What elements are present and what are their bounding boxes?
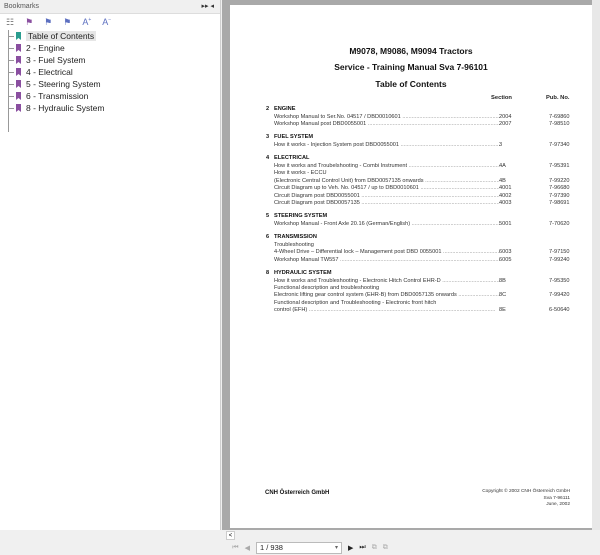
pub-column-header: Pub. No. [546, 95, 570, 101]
entry-pub-no: 7-97340 [549, 141, 570, 148]
entry-title: control (EFH) ..... [274, 307, 500, 314]
toc-group-header [266, 155, 576, 163]
bookmark-icon [16, 44, 21, 52]
bookmark-label: 4 - Electrical [26, 67, 73, 77]
document-viewer [222, 0, 600, 530]
next-view-icon[interactable]: ⧉ [382, 544, 388, 551]
toc-entry[interactable] [266, 142, 576, 149]
last-page-button[interactable]: ⏭ [359, 544, 366, 551]
find-bookmark-icon[interactable]: ⚑ [63, 16, 72, 27]
group-number: 8 [266, 270, 270, 277]
toc-entry[interactable] [266, 242, 576, 249]
entry-title: How it works - ECCU [274, 170, 327, 177]
vertical-scrollbar[interactable] [592, 0, 600, 530]
document-title: M9078, M9086, M9094 Tractors [349, 46, 473, 56]
entry-pub-no: 7-96680 [549, 185, 570, 192]
bookmark-label: 6 - Transmission [26, 91, 89, 101]
toc-entry[interactable] [266, 278, 576, 285]
toc-entry[interactable] [266, 292, 576, 299]
toc-entry[interactable] [266, 163, 576, 170]
entry-pub-no: 7-70620 [549, 220, 570, 227]
add-bookmark-icon[interactable]: ⚑ [25, 16, 34, 27]
toc-entry[interactable] [266, 178, 576, 185]
entry-title: Circuit Diagram post DBD0057135 ..... [274, 200, 500, 207]
entry-section: 4B [499, 177, 506, 184]
page-navigation [0, 541, 600, 555]
entry-title: Troubleshooting [274, 241, 314, 248]
entry-pub-no: 7-95391 [549, 162, 570, 169]
entry-title: How it works - Injection System post DBD0055001 ..... [274, 142, 500, 149]
entry-title: Circuit Diagram post DBD0055001 ..... [274, 193, 500, 200]
entry-title: How it works and Troubelshooting - Combi Instrument ..... [274, 163, 500, 170]
entry-section: 2004 [499, 113, 512, 120]
group-number: 2 [266, 106, 270, 112]
bookmark-item[interactable] [8, 90, 220, 102]
bookmark-icon [16, 32, 21, 40]
bookmark-tree [0, 30, 220, 114]
toc-group [266, 213, 576, 228]
section-column-header: Section [491, 95, 512, 101]
entry-section: 4001 [499, 185, 512, 192]
horizontal-scrollbar[interactable] [0, 530, 600, 541]
entry-title: Workshop Manual - Front Axle 20.16 (German/English) ..... [274, 221, 500, 228]
entry-title: (Electronic Central Control Unit) from DBD0057135 onwards ..... [274, 178, 500, 185]
entry-section: 8E [499, 307, 506, 314]
toc-group [266, 106, 576, 128]
bookmark-label: 2 - Engine [26, 43, 65, 53]
previous-view-icon[interactable]: ⧉ [371, 544, 377, 551]
expand-bookmark-icon[interactable]: ⚑ [44, 16, 53, 27]
toc-list [266, 106, 576, 321]
entry-pub-no: 7-95350 [549, 277, 570, 284]
entry-section: 6005 [499, 256, 512, 263]
group-title: STEERING SYSTEM [274, 213, 328, 220]
bookmark-item[interactable] [8, 66, 220, 78]
entry-pub-no: 7-97150 [549, 249, 570, 256]
bookmark-item[interactable] [8, 30, 220, 42]
doc-date: June, 2002 [546, 502, 570, 507]
entry-title: How it works and Troubleshooting - Electronic Hitch Control EHR-D ..... [274, 278, 500, 285]
entry-pub-no: 7-98510 [549, 120, 570, 127]
toc-entry[interactable] [266, 170, 576, 177]
font-increase-icon[interactable]: A+ [82, 17, 92, 27]
toc-entry[interactable] [266, 300, 576, 307]
bookmark-item[interactable] [8, 102, 220, 114]
footer-copyright [482, 489, 570, 509]
bookmarks-title: Bookmarks [4, 3, 40, 10]
group-title: HYDRAULIC SYSTEM [274, 270, 332, 277]
toc-entry[interactable] [266, 307, 576, 314]
bookmark-icon [16, 68, 21, 76]
font-decrease-icon[interactable]: A− [102, 17, 112, 27]
entry-pub-no: 7-69860 [549, 113, 570, 120]
toc-entry[interactable] [266, 114, 576, 121]
copyright-line: Copyright © 2002 CNH Österreich GmbH [482, 489, 570, 494]
bookmark-icon [16, 104, 21, 112]
entry-section: 4002 [499, 192, 512, 199]
collapse-panel-button[interactable]: ▸▸ ◂ [201, 3, 214, 10]
bookmark-label: 3 - Fuel System [26, 55, 86, 65]
toc-group [266, 234, 576, 264]
doc-number: Sva 7-96111 [543, 495, 570, 501]
bookmark-item[interactable] [8, 78, 220, 90]
entry-title: Circuit Diagram up to Veh. No. 04517 / up to DBD0010601 ..... [274, 185, 500, 192]
toc-entry[interactable] [266, 285, 576, 292]
toc-entry[interactable] [266, 121, 576, 128]
toc-group-header [266, 134, 576, 142]
toc-group [266, 134, 576, 149]
scroll-left-button[interactable]: < [226, 531, 235, 540]
entry-section: 8B [499, 277, 506, 284]
entry-title: Electronic lifting gear control system (EHR-B) from DBD0057135 onwards ..... [274, 292, 500, 299]
toc-entry[interactable] [266, 193, 576, 200]
entry-pub-no: 7-99420 [549, 292, 570, 299]
entry-section: 8C [499, 292, 507, 299]
entry-pub-no: 7-99220 [549, 177, 570, 184]
bookmarks-panel [0, 0, 221, 540]
entry-pub-no: 7-99240 [549, 256, 570, 263]
footer-company: CNH Österreich GmbH [265, 490, 330, 496]
entry-pub-no: 7-97390 [549, 192, 570, 199]
next-page-button[interactable]: ▶ [348, 545, 354, 552]
bookmarks-header [0, 0, 220, 14]
toc-entry[interactable] [266, 257, 576, 264]
first-page-button[interactable]: ⏮ [232, 544, 239, 551]
entry-section: 2007 [499, 120, 512, 127]
group-number: 3 [266, 134, 270, 141]
entry-title: Functional description and troubleshooting [274, 285, 380, 292]
toc-entry[interactable] [266, 185, 576, 192]
bookmark-label: 5 - Steering System [26, 79, 101, 89]
document-subtitle: Service - Training Manual Sva 7-96101 [334, 62, 488, 72]
toc-group-header [266, 234, 576, 242]
group-number: 4 [266, 155, 270, 162]
pdf-page [230, 5, 592, 528]
toc-group [266, 155, 576, 207]
bookmark-icon [16, 56, 21, 64]
group-title: ENGINE [274, 106, 296, 112]
toc-entry[interactable] [266, 221, 576, 228]
entry-pub-no: 6-50640 [549, 307, 570, 314]
entry-pub-no: 7-98691 [549, 199, 570, 206]
toc-group-header [266, 106, 576, 114]
entry-title: 4-Wheel Drive – Differential lock – Management post DBD 0055001 ..... [274, 249, 500, 256]
toc-entry[interactable] [266, 200, 576, 207]
group-number: 6 [266, 234, 270, 241]
bookmark-item[interactable] [8, 42, 220, 54]
bookmark-icon [16, 80, 21, 88]
entry-section: 6003 [499, 249, 512, 256]
entry-section: 4A [499, 162, 506, 169]
entry-title: Workshop Manual TW557 ..... [274, 257, 500, 264]
page-number-input[interactable]: 1 / 938 ▾ [256, 542, 342, 554]
toc-group-header [266, 213, 576, 221]
entry-title: Workshop Manual post DBD0055001 ..... [274, 121, 500, 128]
entry-section: 3 [499, 141, 503, 148]
toc-title: Table of Contents [375, 79, 447, 89]
previous-page-button[interactable]: ◀ [244, 545, 250, 552]
bookmark-label: 8 - Hydraulic System [26, 103, 105, 113]
group-number: 5 [266, 213, 270, 220]
toc-group-header [266, 270, 576, 278]
group-title: FUEL SYSTEM [274, 134, 314, 141]
entry-title: Workshop Manual to Ser.No. 04517 / DBD0010601 ..... [274, 114, 500, 121]
bookmarks-toolbar [0, 14, 220, 30]
entry-title: Functional description and Troubleshooting - Electronic front hitch [274, 299, 437, 306]
options-icon[interactable]: ☷ [6, 16, 15, 27]
bookmark-label: Table of Contents [28, 31, 95, 41]
entry-section: 5001 [499, 220, 512, 227]
bookmark-item[interactable] [8, 54, 220, 66]
group-title: TRANSMISSION [274, 234, 317, 241]
toc-group [266, 270, 576, 315]
entry-section: 4003 [499, 199, 512, 206]
toc-entry[interactable] [266, 249, 576, 256]
group-title: ELECTRICAL [274, 155, 310, 162]
bookmark-icon [16, 92, 21, 100]
